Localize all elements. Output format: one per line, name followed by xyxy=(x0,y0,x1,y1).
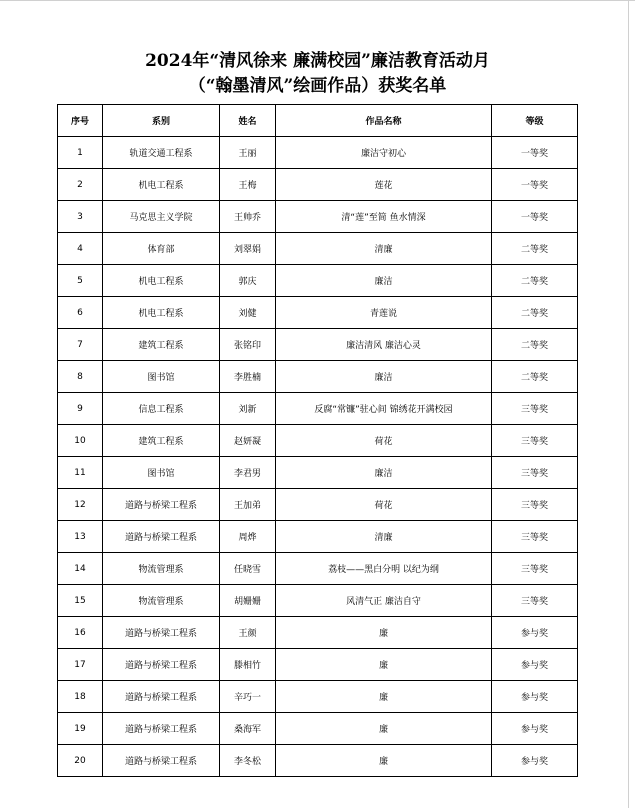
cell-no: 5 xyxy=(58,265,103,297)
page-title-line1: 2024年“清风徐来 廉满校园”廉洁教育活动月 xyxy=(145,51,490,71)
cell-name: 王丽 xyxy=(220,137,276,169)
cell-no: 20 xyxy=(58,745,103,777)
cell-level: 二等奖 xyxy=(492,329,578,361)
table-row xyxy=(58,585,578,617)
cell-level: 三等奖 xyxy=(492,489,578,521)
table-row xyxy=(58,169,578,201)
cell-work: 荔枝——黑白分明 以纪为纲 xyxy=(276,553,492,585)
cell-work: 荷花 xyxy=(276,489,492,521)
cell-work: 清“莲”至简 鱼水情深 xyxy=(276,201,492,233)
cell-no: 4 xyxy=(58,233,103,265)
cell-dept: 图书馆 xyxy=(103,457,220,489)
page-title-line2: （“翰墨清风”绘画作品）获奖名单 xyxy=(188,76,447,96)
cell-dept: 马克思主义学院 xyxy=(103,201,220,233)
cell-level: 三等奖 xyxy=(492,521,578,553)
cell-level: 参与奖 xyxy=(492,649,578,681)
cell-dept: 机电工程系 xyxy=(103,169,220,201)
cell-level: 二等奖 xyxy=(492,297,578,329)
cell-no: 16 xyxy=(58,617,103,649)
cell-name: 刘翠娟 xyxy=(220,233,276,265)
cell-no: 12 xyxy=(58,489,103,521)
table-row xyxy=(58,745,578,777)
cell-dept: 机电工程系 xyxy=(103,265,220,297)
cell-name: 王梅 xyxy=(220,169,276,201)
cell-level: 参与奖 xyxy=(492,617,578,649)
cell-work: 清廉 xyxy=(276,521,492,553)
cell-work: 反腐“常镰”驻心间 锦绣花开满校园 xyxy=(276,393,492,425)
header-no: 序号 xyxy=(58,105,103,137)
cell-name: 辛巧一 xyxy=(220,681,276,713)
cell-no: 18 xyxy=(58,681,103,713)
award-list-table xyxy=(57,104,578,777)
table-row xyxy=(58,553,578,585)
cell-no: 15 xyxy=(58,585,103,617)
cell-name: 李君男 xyxy=(220,457,276,489)
table-row xyxy=(58,457,578,489)
cell-no: 2 xyxy=(58,169,103,201)
cell-dept: 体育部 xyxy=(103,233,220,265)
cell-work: 廉 xyxy=(276,745,492,777)
cell-name: 滕相竹 xyxy=(220,649,276,681)
cell-level: 二等奖 xyxy=(492,233,578,265)
cell-level: 一等奖 xyxy=(492,169,578,201)
cell-work: 清廉 xyxy=(276,233,492,265)
header-level: 等级 xyxy=(492,105,578,137)
cell-dept: 物流管理系 xyxy=(103,585,220,617)
cell-no: 9 xyxy=(58,393,103,425)
cell-level: 一等奖 xyxy=(492,137,578,169)
cell-level: 参与奖 xyxy=(492,713,578,745)
cell-work: 廉洁守初心 xyxy=(276,137,492,169)
cell-no: 19 xyxy=(58,713,103,745)
cell-level: 一等奖 xyxy=(492,201,578,233)
cell-work: 廉洁 xyxy=(276,265,492,297)
cell-dept: 建筑工程系 xyxy=(103,329,220,361)
cell-dept: 道路与桥梁工程系 xyxy=(103,745,220,777)
page-right-edge xyxy=(628,0,629,808)
cell-work: 廉洁清风 廉洁心灵 xyxy=(276,329,492,361)
table-row xyxy=(58,521,578,553)
header-work: 作品名称 xyxy=(276,105,492,137)
cell-work: 莲花 xyxy=(276,169,492,201)
table-row xyxy=(58,681,578,713)
table-row xyxy=(58,201,578,233)
cell-level: 三等奖 xyxy=(492,585,578,617)
cell-name: 王加弟 xyxy=(220,489,276,521)
cell-no: 1 xyxy=(58,137,103,169)
cell-name: 郭庆 xyxy=(220,265,276,297)
cell-dept: 物流管理系 xyxy=(103,553,220,585)
cell-no: 6 xyxy=(58,297,103,329)
cell-level: 二等奖 xyxy=(492,361,578,393)
cell-work: 廉 xyxy=(276,649,492,681)
table-row xyxy=(58,233,578,265)
cell-no: 7 xyxy=(58,329,103,361)
cell-dept: 机电工程系 xyxy=(103,297,220,329)
cell-work: 廉洁 xyxy=(276,457,492,489)
table-row xyxy=(58,489,578,521)
cell-no: 13 xyxy=(58,521,103,553)
cell-level: 三等奖 xyxy=(492,425,578,457)
table-row xyxy=(58,649,578,681)
cell-name: 张铭印 xyxy=(220,329,276,361)
cell-name: 胡姗姗 xyxy=(220,585,276,617)
cell-no: 8 xyxy=(58,361,103,393)
cell-name: 周烨 xyxy=(220,521,276,553)
cell-name: 王帅乔 xyxy=(220,201,276,233)
cell-no: 3 xyxy=(58,201,103,233)
cell-name: 刘新 xyxy=(220,393,276,425)
cell-no: 11 xyxy=(58,457,103,489)
cell-dept: 道路与桥梁工程系 xyxy=(103,681,220,713)
table-row xyxy=(58,265,578,297)
table-row xyxy=(58,361,578,393)
cell-dept: 信息工程系 xyxy=(103,393,220,425)
cell-name: 赵妍凝 xyxy=(220,425,276,457)
header-dept: 系别 xyxy=(103,105,220,137)
cell-level: 二等奖 xyxy=(492,265,578,297)
cell-dept: 道路与桥梁工程系 xyxy=(103,521,220,553)
table-row xyxy=(58,425,578,457)
cell-dept: 道路与桥梁工程系 xyxy=(103,713,220,745)
cell-name: 任晓雪 xyxy=(220,553,276,585)
cell-work: 廉 xyxy=(276,681,492,713)
cell-name: 李冬松 xyxy=(220,745,276,777)
cell-work: 青莲说 xyxy=(276,297,492,329)
table-header-row xyxy=(58,105,578,137)
cell-work: 廉 xyxy=(276,617,492,649)
table-row xyxy=(58,137,578,169)
page-top-edge xyxy=(0,0,635,1)
table-row xyxy=(58,393,578,425)
table-row xyxy=(58,617,578,649)
cell-work: 廉洁 xyxy=(276,361,492,393)
cell-dept: 道路与桥梁工程系 xyxy=(103,617,220,649)
table-body xyxy=(58,137,578,777)
cell-name: 桑海军 xyxy=(220,713,276,745)
cell-dept: 道路与桥梁工程系 xyxy=(103,649,220,681)
table-row xyxy=(58,329,578,361)
cell-level: 三等奖 xyxy=(492,393,578,425)
cell-level: 三等奖 xyxy=(492,457,578,489)
cell-name: 李胜楠 xyxy=(220,361,276,393)
cell-dept: 道路与桥梁工程系 xyxy=(103,489,220,521)
cell-level: 三等奖 xyxy=(492,553,578,585)
cell-no: 14 xyxy=(58,553,103,585)
cell-level: 参与奖 xyxy=(492,681,578,713)
cell-work: 廉 xyxy=(276,713,492,745)
cell-no: 17 xyxy=(58,649,103,681)
table-row xyxy=(58,713,578,745)
cell-dept: 建筑工程系 xyxy=(103,425,220,457)
cell-work: 风清气正 廉洁自守 xyxy=(276,585,492,617)
header-name: 姓名 xyxy=(220,105,276,137)
cell-dept: 图书馆 xyxy=(103,361,220,393)
cell-dept: 轨道交通工程系 xyxy=(103,137,220,169)
cell-work: 荷花 xyxy=(276,425,492,457)
cell-name: 刘健 xyxy=(220,297,276,329)
cell-name: 王颜 xyxy=(220,617,276,649)
table-row xyxy=(58,297,578,329)
cell-level: 参与奖 xyxy=(492,745,578,777)
cell-no: 10 xyxy=(58,425,103,457)
